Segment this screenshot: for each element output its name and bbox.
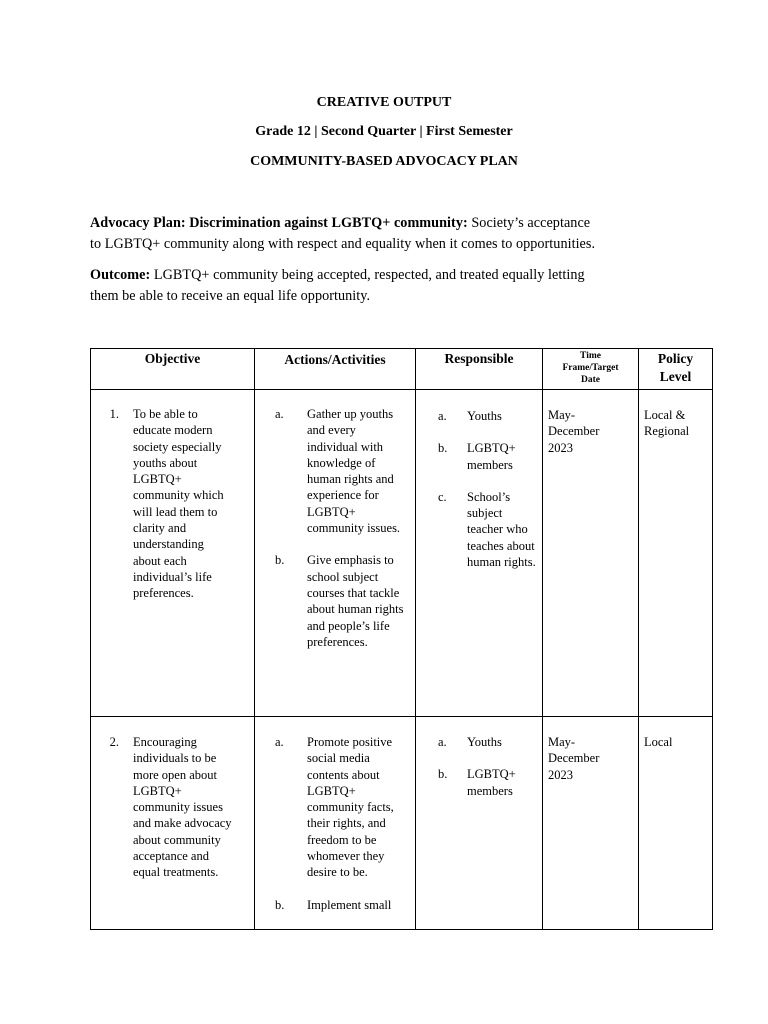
responsible-cell xyxy=(416,390,543,717)
list-item: b. Implement small xyxy=(275,897,392,912)
list-item: a. Youths xyxy=(438,735,502,749)
list-item: c. School’s subject teacher who teaches about human rights. xyxy=(438,489,536,570)
list-item: b. LGBTQ+ members xyxy=(438,767,516,798)
outcome-text: LGBTQ+ community being accepted, respected, and treated equally letting xyxy=(153,267,585,283)
document-title: CREATIVE OUTPUT xyxy=(316,95,452,110)
policy-level-cell: Local xyxy=(639,717,713,930)
header-responsible: Responsible xyxy=(416,349,543,390)
advocacy-label: Advocacy Plan: Discrimination against LGBTQ+ community: xyxy=(90,215,468,231)
header-objective: Objective xyxy=(91,349,255,390)
header-actions: Actions/Activities xyxy=(255,349,416,390)
plan-title: COMMUNITY-BASED ADVOCACY PLAN xyxy=(250,154,518,169)
list-item: a. Promote positive social media contents about LGBTQ+ community facts, their rights, and freedom to be whomever they desire to be. xyxy=(275,735,394,880)
list-item: a. Gather up youths and every individual with knowledge of human rights and experience for LGBTQ+ community issues. xyxy=(275,407,401,536)
list-item: a. Youths xyxy=(438,409,502,423)
actions-cell xyxy=(255,390,416,717)
document-subtitle: Grade 12 | Second Quarter | First Semester xyxy=(255,124,513,139)
advocacy-plan-table xyxy=(90,348,713,930)
actions-cell xyxy=(255,717,416,930)
objective-cell xyxy=(91,717,255,930)
advocacy-text-cont: to LGBTQ+ community along with respect and equality when it comes to opportunities. xyxy=(90,236,596,252)
objective-text: Encouraging individuals to be more open about LGBTQ+ community issues and make advocacy about community acceptance and equal treatments. xyxy=(133,735,232,880)
policy-level-cell: Local & Regional xyxy=(639,390,713,717)
objective-number: 1. xyxy=(109,407,119,421)
outcome-label: Outcome: xyxy=(90,267,151,283)
outcome-paragraph xyxy=(90,265,690,307)
list-item: b. Give emphasis to school subject courses that tackle about human rights and people’s life preferences. xyxy=(275,553,404,649)
table-row xyxy=(91,390,713,717)
advocacy-text: Society’s acceptance xyxy=(471,215,591,231)
outcome-text-cont: them be able to receive an equal life opportunity. xyxy=(90,288,371,304)
header-policy-level: Policy Level xyxy=(639,349,713,390)
objective-text: To be able to educate modern society especially youths about LGBTQ+ community which will lead them to clarity and understanding about each individual’s life preferences. xyxy=(133,407,224,601)
time-frame-cell: May-December 2023 xyxy=(543,717,639,930)
table-row xyxy=(91,717,713,930)
responsible-cell xyxy=(416,717,543,930)
objective-cell xyxy=(91,390,255,717)
table-header-row xyxy=(91,349,713,390)
list-item: b. LGBTQ+ members xyxy=(438,441,516,472)
objective-number: 2. xyxy=(109,735,119,749)
time-frame-cell: May-December 2023 xyxy=(543,390,639,717)
header-time-frame: Time Frame/Target Date xyxy=(543,349,639,390)
advocacy-paragraph xyxy=(90,213,690,255)
